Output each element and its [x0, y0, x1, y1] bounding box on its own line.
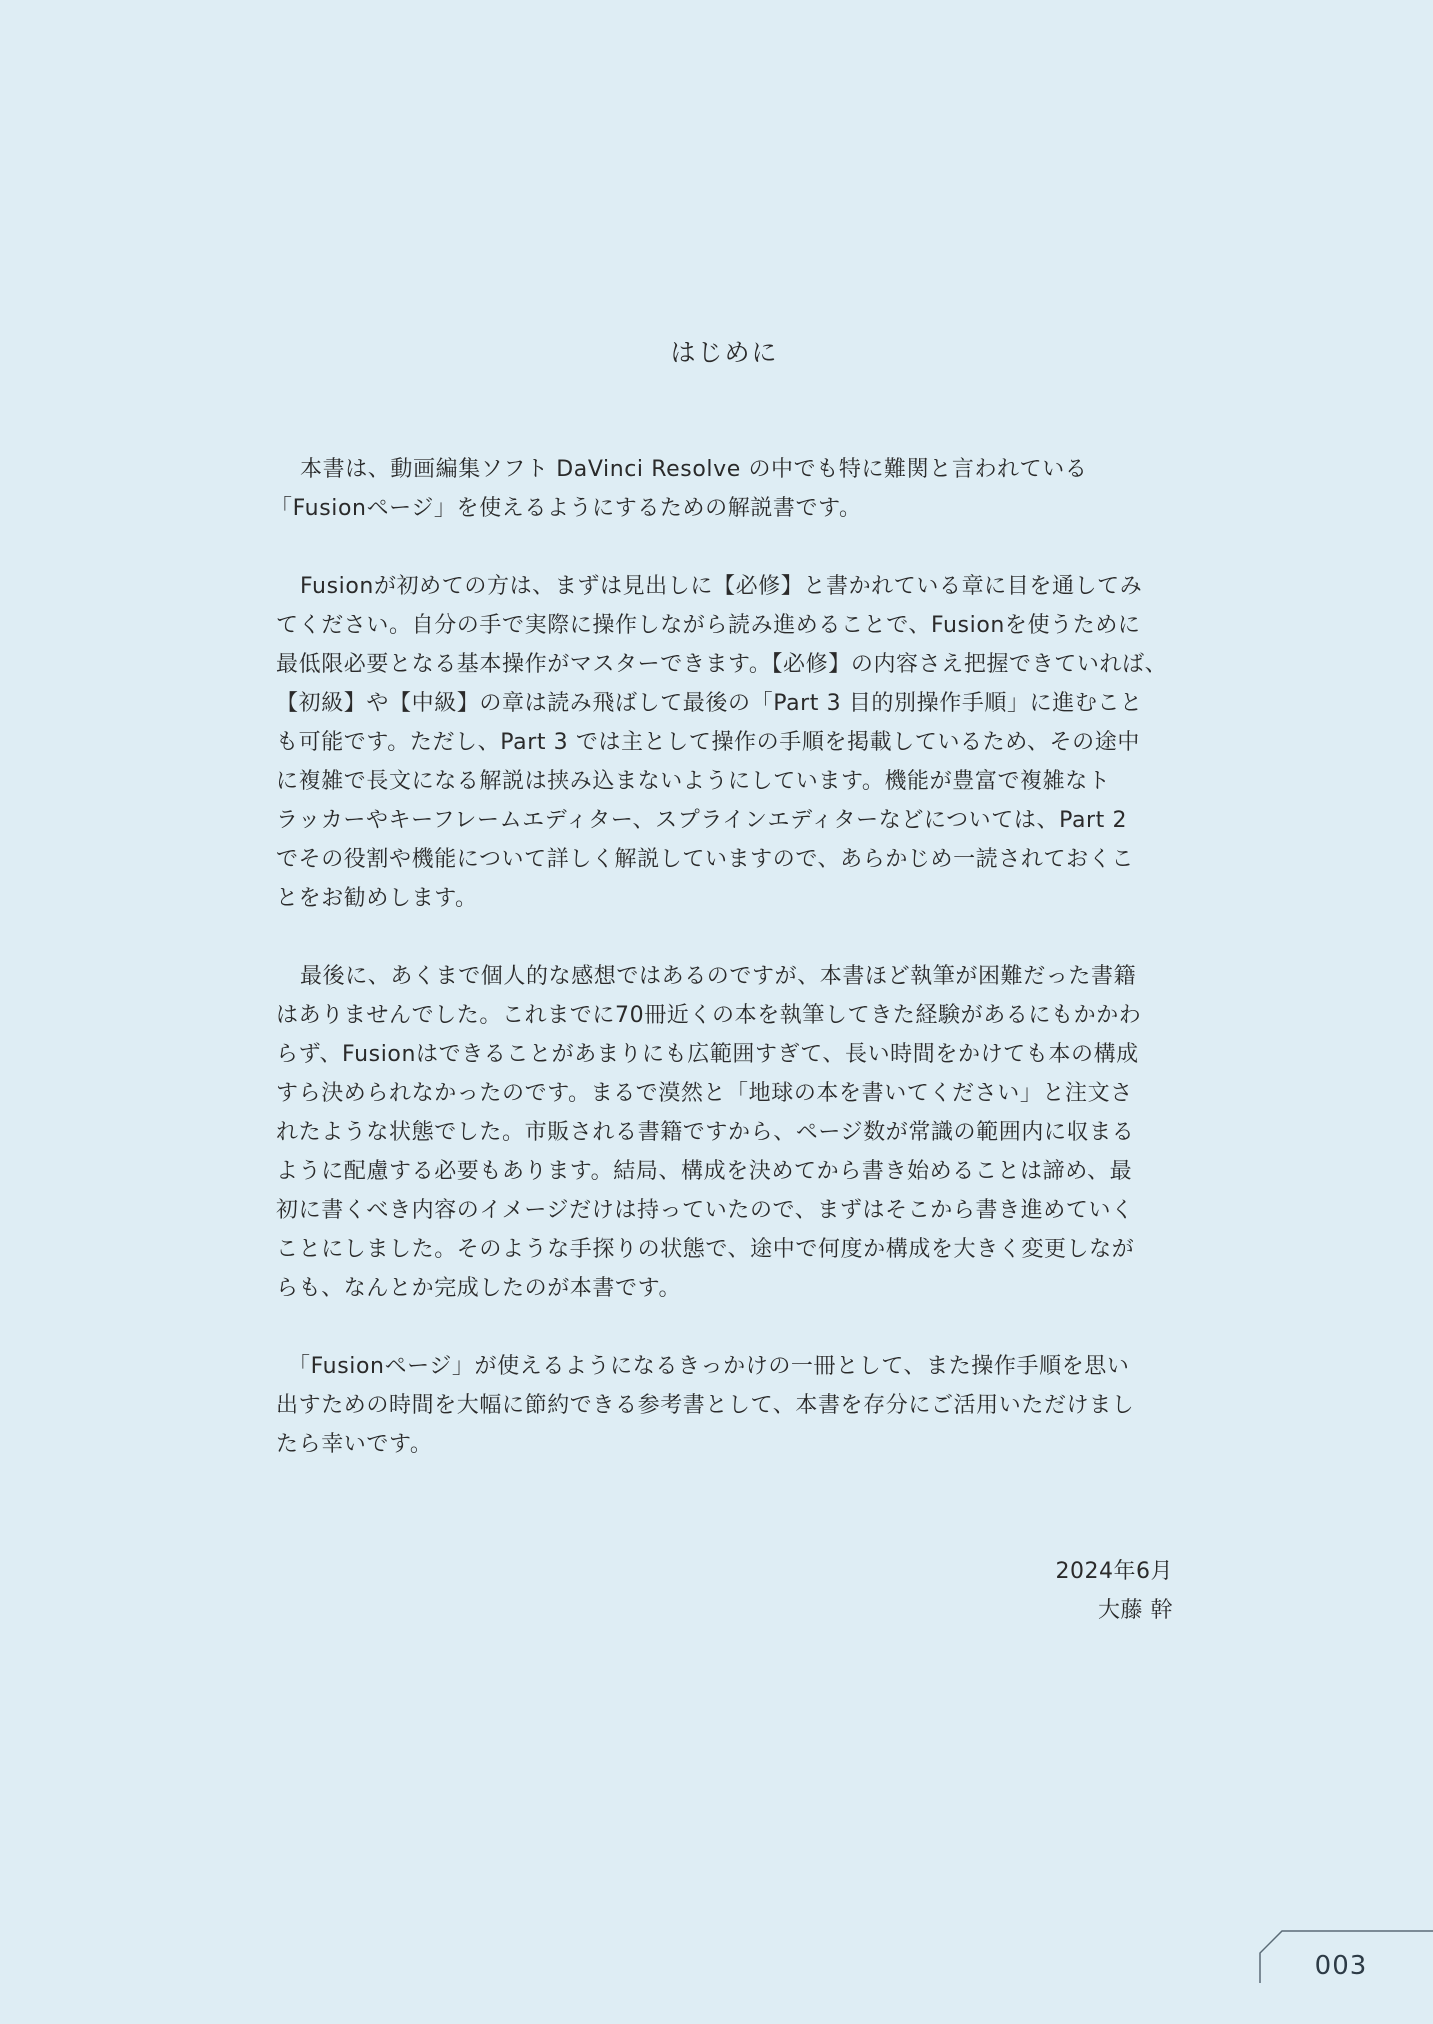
paragraph-2 — [276, 567, 1176, 918]
text-line: とをお勧めします。 — [276, 886, 478, 911]
paragraph-1 — [270, 450, 1176, 528]
text-line: ように配慮する必要もあります。結局、構成を決めてから書き始めることは諦め、最 — [276, 1159, 1133, 1184]
paragraph-4 — [276, 1347, 1176, 1464]
paragraph-3 — [276, 957, 1176, 1308]
text-line: も可能です。ただし、Part 3 では主として操作の手順を掲載しているため、その途中 — [276, 730, 1140, 755]
page-number-tab — [1258, 1928, 1433, 2024]
text-line: てください。自分の手で実際に操作しながら読み進めることで、Fusionを使うために — [276, 613, 1141, 638]
text-line: 「Fusionページ」を使えるようにするための解説書です。 — [270, 496, 862, 521]
text-line: でその役割や機能について詳しく解説していますので、あらかじめ一読されておくこ — [276, 847, 1134, 872]
text-line: らず、Fusionはできることがあまりにも広範囲すぎて、長い時間をかけても本の構成 — [276, 1042, 1139, 1067]
text-line: に複雑で長文になる解説は挟み込まないようにしています。機能が豊富で複雑なト — [276, 769, 1111, 794]
text-line: 初に書くべき内容のイメージだけは持っていたので、まずはそこから書き進めていく — [276, 1198, 1134, 1223]
text-line: 【初級】や【中級】の章は読み飛ばして最後の「Part 3 目的別操作手順」に進むこと — [276, 691, 1143, 716]
text-line: らも、なんとか完成したのが本書です。 — [276, 1276, 682, 1301]
text-line: 最低限必要となる基本操作がマスターできます。【必修】の内容さえ把握できていれば、 — [276, 652, 1168, 677]
text-line: たら幸いです。 — [276, 1432, 433, 1457]
text-line: ことにしました。そのような手探りの状態で、途中で何度か構成を大きく変更しなが — [276, 1237, 1135, 1262]
text-line: Fusionが初めての方は、まずは見出しに【必修】と書かれている章に目を通してみ — [300, 574, 1143, 599]
text-line: 最後に、あくまで個人的な感想ではあるのですが、本書ほど執筆が困難だった書籍 — [300, 964, 1137, 989]
signature — [1056, 1552, 1174, 1630]
text-line: れたような状態でした。市販される書籍ですから、ページ数が常識の範囲内に収まる — [276, 1120, 1135, 1145]
text-line: 「Fusionページ」が使えるようになるきっかけの一冊として、また操作手順を思い — [288, 1354, 1130, 1379]
text-line: 出すための時間を大幅に節約できる参考書として、本書を存分にご活用いただけまし — [276, 1393, 1135, 1418]
page-title: はじめに — [670, 338, 779, 367]
signature-author: 大藤 幹 — [1098, 1598, 1173, 1623]
signature-date: 2024年6月 — [1055, 1559, 1173, 1584]
page-number: 003 — [1314, 1951, 1368, 1981]
text-line: はありませんでした。これまでに70冊近くの本を執筆してきた経験があるにもかかわ — [276, 1003, 1142, 1028]
text-line: 本書は、動画編集ソフト DaVinci Resolve の中でも特に難関と言われている — [300, 457, 1088, 482]
text-line: すら決められなかったのです。まるで漠然と「地球の本を書いてください」と注文さ — [276, 1081, 1133, 1106]
body-text — [270, 450, 1176, 1503]
text-line: ラッカーやキーフレームエディター、スプラインエディターなどについては、Part 2 — [276, 808, 1128, 833]
